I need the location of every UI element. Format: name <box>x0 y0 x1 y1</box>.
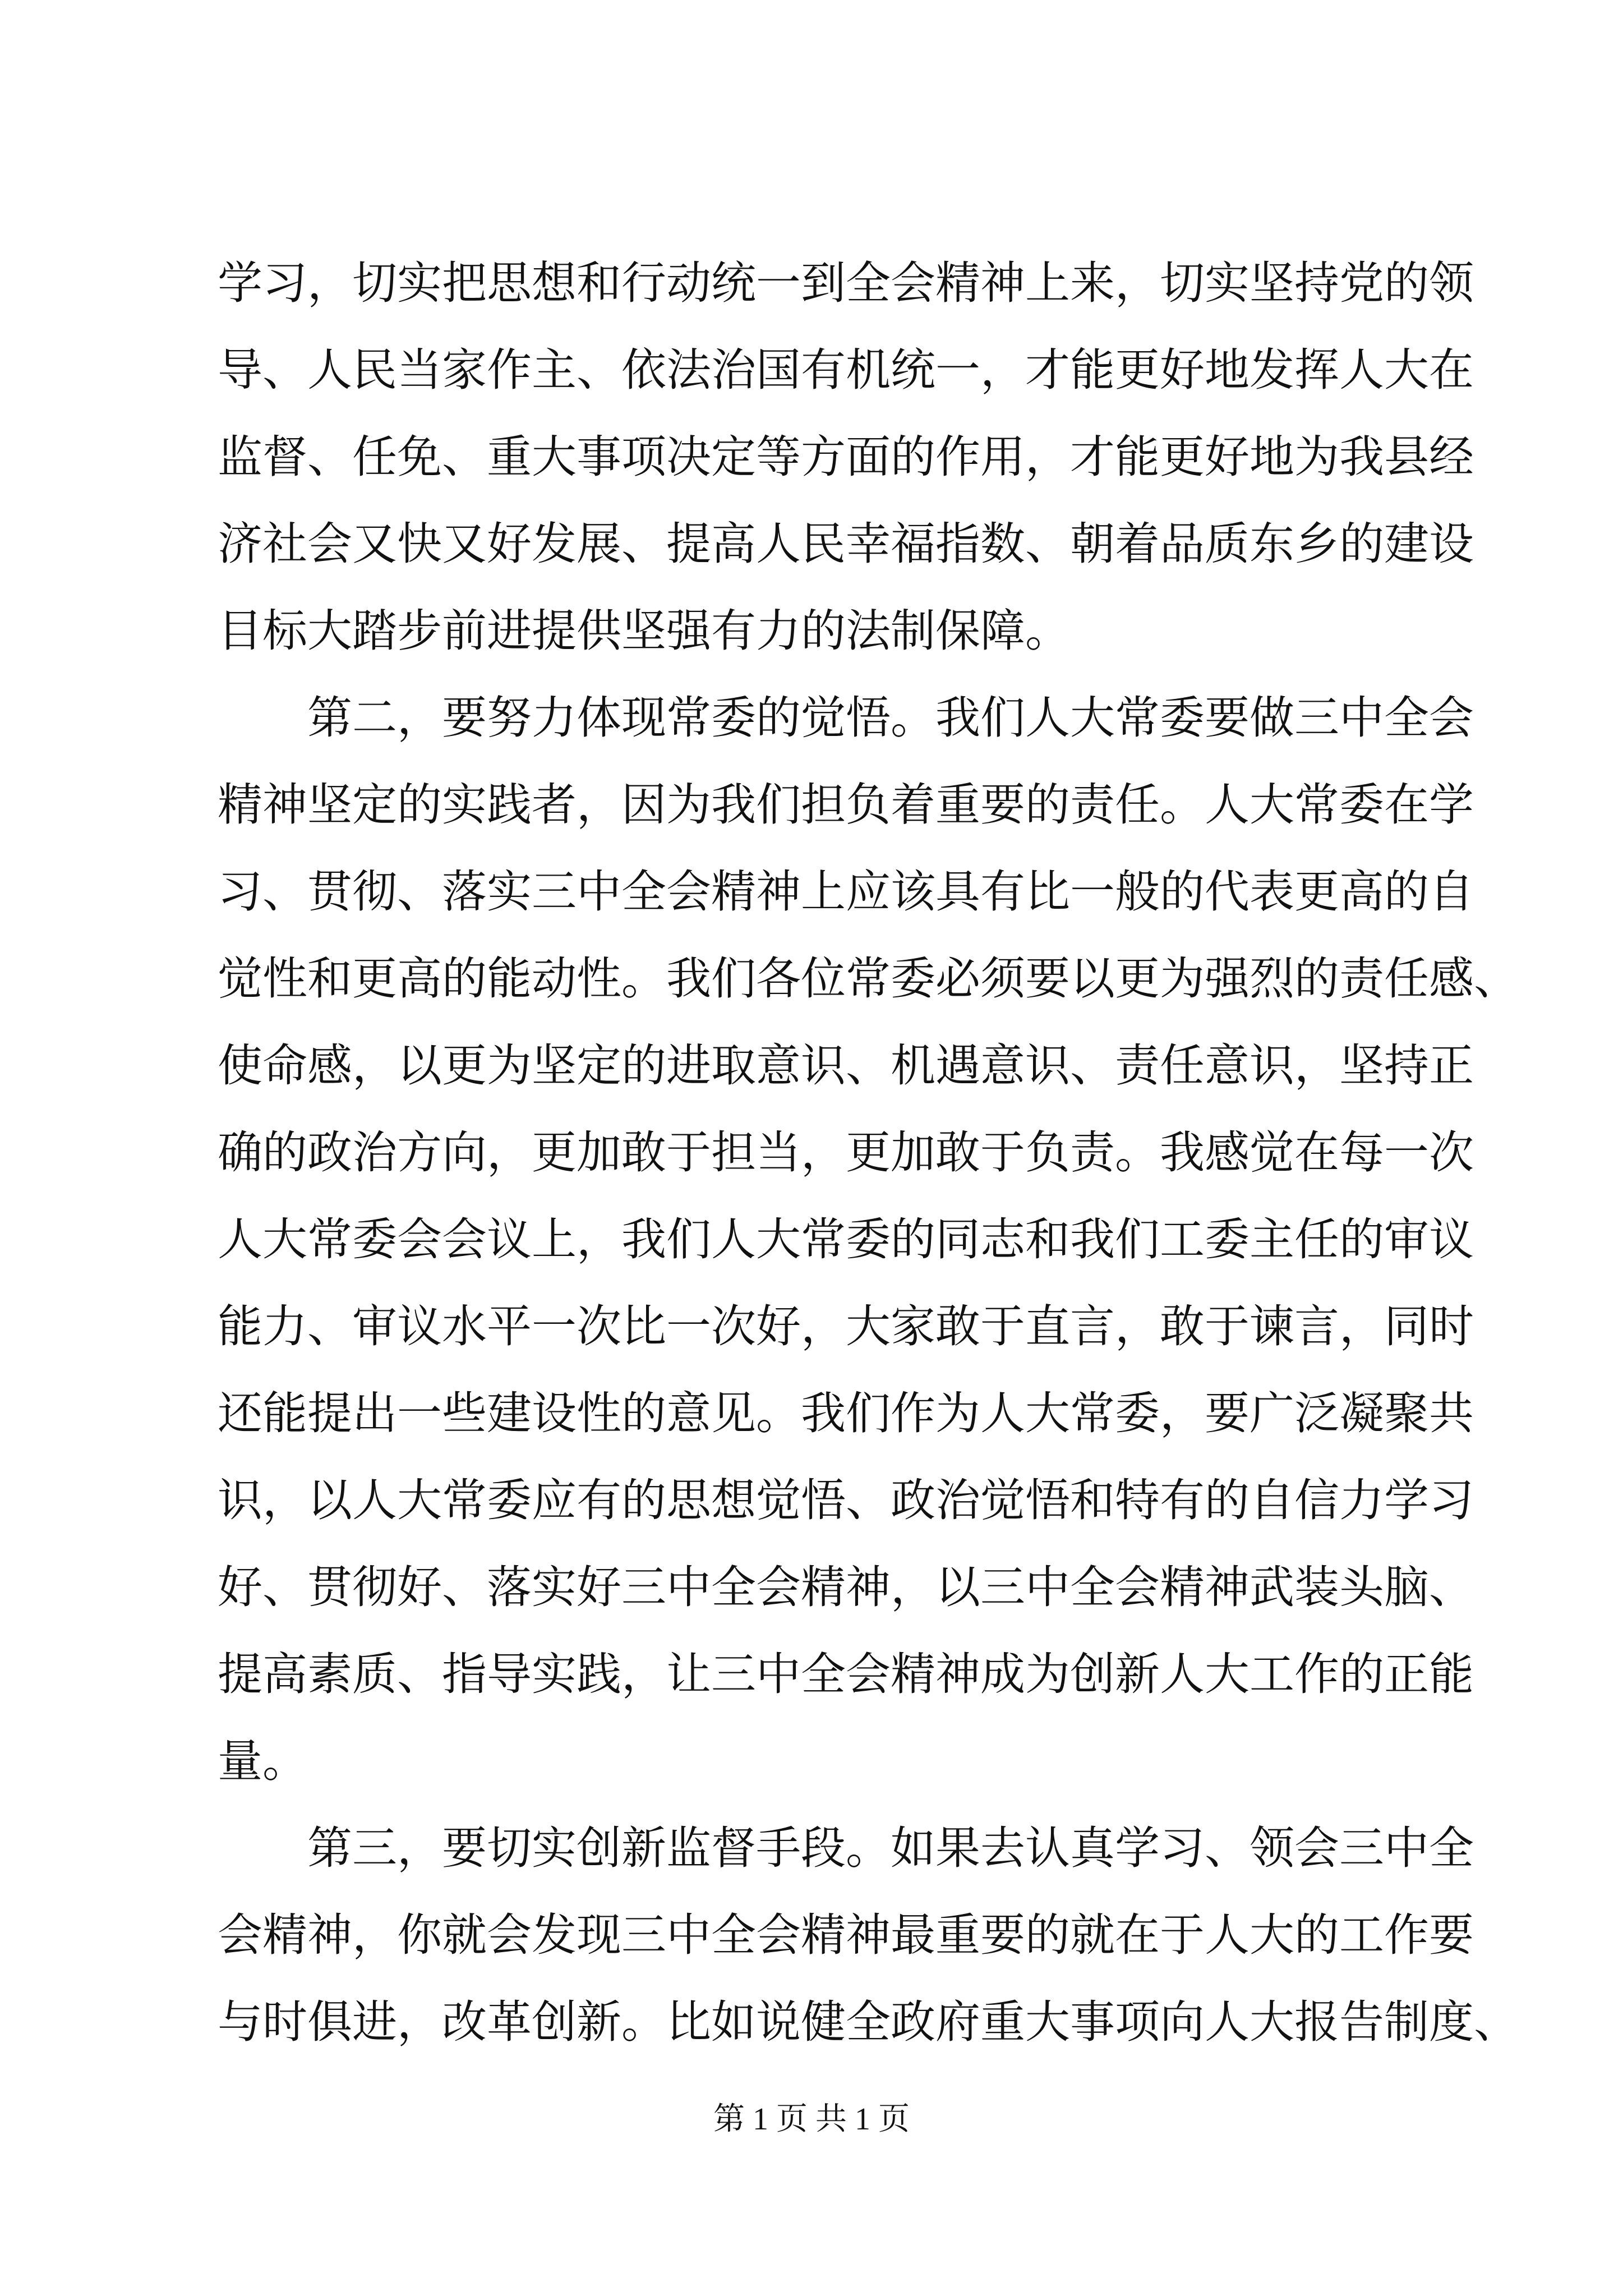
text-line: 好、贯彻好、落实好三中全会精神，以三中全会精神武装头脑、 <box>218 1561 1474 1613</box>
text-line: 量。 <box>218 1735 307 1787</box>
text-line: 识，以人大常委应有的思想觉悟、政治觉悟和特有的自信力学习 <box>218 1474 1474 1526</box>
text-line: 还能提出一些建设性的意见。我们作为人大常委，要广泛凝聚共 <box>218 1387 1474 1439</box>
text-line: 会精神，你就会发现三中全会精神最重要的就在于人大的工作要 <box>218 1909 1474 1961</box>
text-line: 精神坚定的实践者，因为我们担负着重要的责任。人大常委在学 <box>218 779 1474 831</box>
paragraph-first-line: 第二，要努力体现常委的觉悟。我们人大常委要做三中全会 <box>307 692 1474 744</box>
text-line: 使命感，以更为坚定的进取意识、机遇意识、责任意识，坚持正 <box>218 1039 1474 1092</box>
text-line: 目标大踏步前进提供坚强有力的法制保障。 <box>218 605 1070 657</box>
text-line: 确的政治方向，更加敢于担当，更加敢于负责。我感觉在每一次 <box>218 1126 1474 1179</box>
text-line: 能力、审议水平一次比一次好，大家敢于直言，敢于谏言，同时 <box>218 1300 1474 1352</box>
text-line: 人大常委会会议上，我们人大常委的同志和我们工委主任的审议 <box>218 1213 1474 1266</box>
text-line: 济社会又快又好发展、提高人民幸福指数、朝着品质东乡的建设 <box>218 518 1474 570</box>
text-line: 与时俱进，改革创新。比如说健全政府重大事项向人大报告制度、 <box>218 1996 1519 2048</box>
page-footer: 第 1 页 共 1 页 <box>713 2102 910 2137</box>
text-line: 学习，切实把思想和行动统一到全会精神上来，切实坚持党的领 <box>218 257 1474 309</box>
text-line: 导、人民当家作主、依法治国有机统一，才能更好地发挥人大在 <box>218 344 1474 396</box>
text-line: 监督、任免、重大事项决定等方面的作用，才能更好地为我县经 <box>218 431 1474 483</box>
text-line: 提高素质、指导实践，让三中全会精神成为创新人大工作的正能 <box>218 1648 1474 1700</box>
paragraph-first-line: 第三，要切实创新监督手段。如果去认真学习、领会三中全 <box>307 1822 1474 1874</box>
text-line: 觉性和更高的能动性。我们各位常委必须要以更为强烈的责任感、 <box>218 953 1519 1005</box>
text-line: 习、贯彻、落实三中全会精神上应该具有比一般的代表更高的自 <box>218 866 1474 918</box>
